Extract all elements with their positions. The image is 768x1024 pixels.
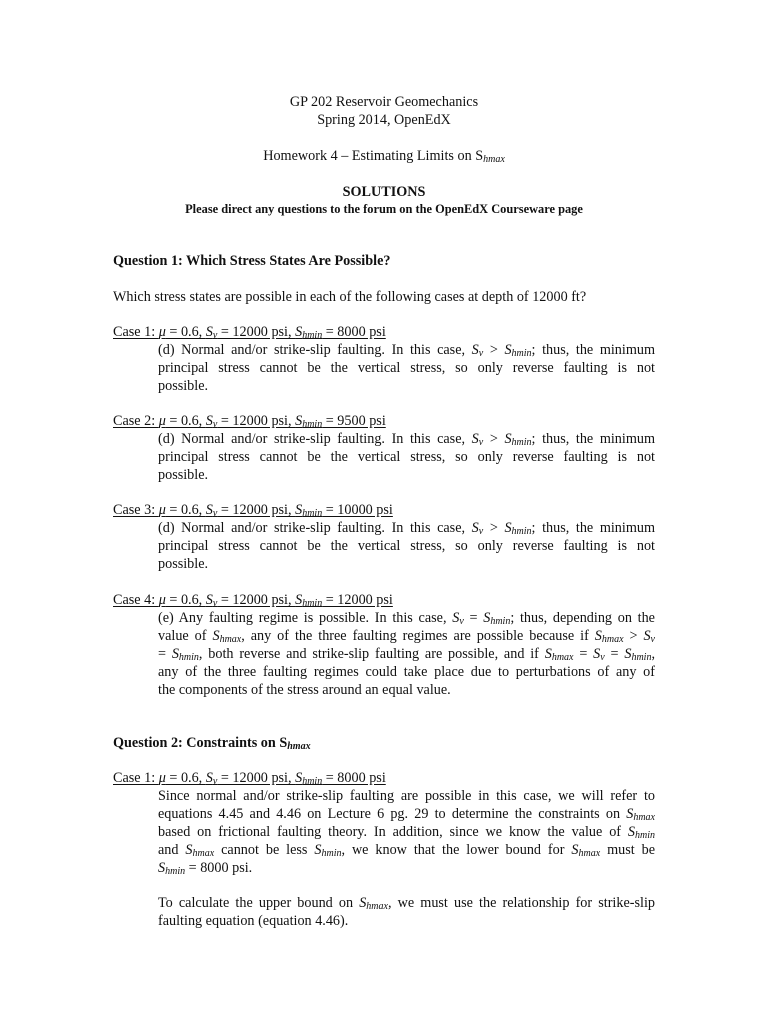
text-line: Since normal and/or strike-slip faulting are possible in this case, we will refer to	[158, 788, 655, 804]
q1-case-1-header: Case 1: μ = 0.6, $S_v = 12000$ psi, $S_{hmin} = 8000$ psi	[113, 324, 386, 341]
text-line: based on frictional faulting theory. In addition, since we know the value of $S_{hmin}$	[158, 824, 655, 841]
stress-subscript: v	[600, 652, 605, 663]
stress-subscript: hmax	[219, 634, 242, 645]
stress-symbol: S	[544, 646, 552, 662]
stress-subscript: hmin	[511, 526, 532, 537]
text-line: possible.	[158, 556, 209, 572]
stress-subscript: v	[212, 330, 218, 341]
stress-subscript: hmax	[601, 634, 624, 645]
text-line: and $S_{hmax}$ cannot be less $S_{hmin}$, we know that the lower bound for $S_{hmax}$ must be	[158, 842, 655, 859]
stress-symbol: S	[483, 610, 491, 626]
stress-subscript: v	[212, 508, 218, 519]
text-line: any of the three faulting regimes could take place due to perturbations of any of	[158, 664, 655, 680]
stress-symbol: S	[571, 842, 579, 858]
stress-symbol: S	[594, 628, 602, 644]
term-line: Spring 2014, OpenEdX	[317, 112, 451, 128]
question-2-title	[113, 734, 311, 756]
stress-symbol: S	[212, 628, 220, 644]
stress-symbol: S	[504, 431, 512, 447]
stress-subscript: hmax	[366, 901, 388, 912]
text-line: principal stress cannot be the vertical stress, so only reverse faulting is not	[158, 360, 655, 376]
stress-subscript: v	[212, 598, 218, 609]
q1-case-1-answer	[158, 341, 655, 395]
text-line: $S_{hmin} = 8000$ psi.	[158, 860, 253, 877]
q2-paragraph-2	[158, 894, 655, 930]
stress-symbol: S	[471, 342, 479, 358]
solutions-heading: SOLUTIONS	[342, 184, 426, 200]
stress-subscript: v	[478, 348, 484, 359]
q1-case-4-header: Case 4: μ = 0.6, $S_v = 12000$ psi, $S_{hmin} = 12000$ psi	[113, 592, 393, 609]
q1-case-3-answer	[158, 519, 655, 573]
stress-subscript: hmin	[302, 776, 323, 787]
question-1-title: Question 1: Which Stress States Are Possible?	[113, 253, 391, 269]
text-line: principal stress cannot be the vertical stress, so only reverse faulting is not	[158, 449, 655, 465]
stress-symbol: S	[593, 646, 601, 662]
stress-subscript: hmin	[631, 652, 652, 663]
stress-symbol: S	[504, 520, 512, 536]
stress-subscript: hmin	[511, 348, 532, 359]
stress-symbol: S	[452, 610, 460, 626]
stress-subscript: hmax	[578, 848, 601, 859]
text-line: possible.	[158, 467, 209, 483]
q2-paragraph-1	[158, 787, 655, 877]
text-line: faulting equation (equation 4.46).	[158, 913, 349, 929]
stress-subscript: hmin	[302, 330, 323, 341]
stress-symbol: S	[185, 842, 193, 858]
stress-symbol: S	[205, 324, 213, 340]
stress-subscript: hmin	[302, 419, 323, 430]
stress-symbol: S	[471, 431, 479, 447]
stress-subscript: hmin	[321, 848, 342, 859]
text-line: principal stress cannot be the vertical stress, so only reverse faulting is not	[158, 538, 655, 554]
stress-symbol: S	[295, 413, 303, 429]
stress-symbol: S	[158, 860, 166, 876]
stress-symbol: S	[205, 770, 213, 786]
stress-subscript: hmin	[178, 652, 199, 663]
stress-subscript: hmax	[551, 652, 574, 663]
text-line: To calculate the upper bound on $S_{hmax}$, we must use the relationship for strike-slip	[158, 895, 655, 912]
stress-subscript: v	[212, 776, 218, 787]
stress-subscript: v	[459, 616, 464, 627]
stress-symbol: S	[627, 824, 635, 840]
forum-note: Please direct any questions to the forum on the OpenEdX Courseware page	[185, 202, 583, 216]
q1-case-2-header: Case 2: μ = 0.6, $S_v = 12000$ psi, $S_{hmin} = 9500$ psi	[113, 413, 386, 430]
stress-symbol: S	[643, 628, 651, 644]
q2-case-1-header: Case 1: μ = 0.6, $S_v = 12000$ psi, $S_{hmin} = 8000$ psi	[113, 770, 386, 787]
q1-case-4-answer	[158, 609, 655, 699]
stress-subscript: hmin	[511, 437, 532, 448]
stress-symbol: S	[295, 324, 303, 340]
course-title: GP 202 Reservoir Geomechanics	[289, 94, 479, 110]
stress-symbol: S	[171, 646, 179, 662]
text-line: the components of the stress around an equal value.	[158, 682, 451, 698]
friction-symbol: μ	[158, 502, 166, 518]
text-line: (e) Any faulting regime is possible. In this case, $S_v = S_{hmin}$; thus, depending on the	[158, 610, 655, 627]
question-1-prompt: Which stress states are possible in each of the following cases at depth of 12000 ft?	[113, 289, 587, 305]
friction-symbol: μ	[158, 592, 166, 608]
stress-symbol: S	[471, 520, 479, 536]
stress-subscript: hmin	[302, 598, 323, 609]
stress-subscript: hmin	[302, 508, 323, 519]
stress-symbol: S	[205, 592, 213, 608]
stress-symbol: S	[314, 842, 322, 858]
stress-symbol: S	[205, 413, 213, 429]
text-line: (d) Normal and/or strike-slip faulting. In this case, $S_v > S_{hmin}$; thus, the minimum	[158, 342, 655, 359]
friction-symbol: μ	[158, 324, 166, 340]
text-line: possible.	[158, 378, 209, 394]
friction-symbol: μ	[158, 413, 166, 429]
text-line: equations 4.45 and 4.46 on Lecture 6 pg. 29 to determine the constraints on $S_{hmax}$	[158, 806, 655, 823]
stress-symbol: S	[295, 592, 303, 608]
question-2-title-text: Question 2: Constraints on S	[113, 735, 288, 751]
stress-symbol: S	[504, 342, 512, 358]
q1-case-2-answer	[158, 430, 655, 484]
stress-subscript: hmin	[490, 616, 511, 627]
text-line: = $S_{hmin}$, both reverse and strike-slip faulting are possible, and if $S_{hmax} = S_v = S_{hmin}$,	[158, 646, 655, 663]
text-line: value of $S_{hmax}$, any of the three faulting regimes are possible because if $S_{hmax} > S_v$	[158, 628, 655, 645]
stress-subscript: hmax	[192, 848, 215, 859]
homework-title-text: Homework 4 – Estimating Limits on S	[263, 148, 484, 164]
friction-symbol: μ	[158, 770, 166, 786]
homework-title	[0, 147, 768, 169]
text-line: (d) Normal and/or strike-slip faulting. In this case, $S_v > S_{hmin}$; thus, the minimum	[158, 431, 655, 448]
stress-subscript: hmin	[635, 830, 655, 841]
stress-symbol: S	[626, 806, 634, 822]
stress-subscript: hmax	[633, 812, 655, 823]
stress-symbol: S	[295, 770, 303, 786]
stress-subscript: v	[478, 437, 484, 448]
stress-subscript: v	[478, 526, 484, 537]
q1-case-3-header: Case 3: μ = 0.6, $S_v = 12000$ psi, $S_{hmin} = 10000$ psi	[113, 502, 393, 519]
stress-subscript: v	[650, 634, 655, 645]
stress-symbol: S	[205, 502, 213, 518]
stress-symbol: S	[624, 646, 632, 662]
stress-symbol: S	[295, 502, 303, 518]
stress-subscript: v	[212, 419, 218, 430]
homework-title-subscript: hmax	[483, 154, 505, 165]
question-2-title-subscript: hmax	[287, 741, 311, 752]
stress-symbol: S	[359, 895, 367, 911]
text-line: (d) Normal and/or strike-slip faulting. In this case, $S_v > S_{hmin}$; thus, the minimum	[158, 520, 655, 537]
stress-subscript: hmin	[165, 866, 186, 877]
